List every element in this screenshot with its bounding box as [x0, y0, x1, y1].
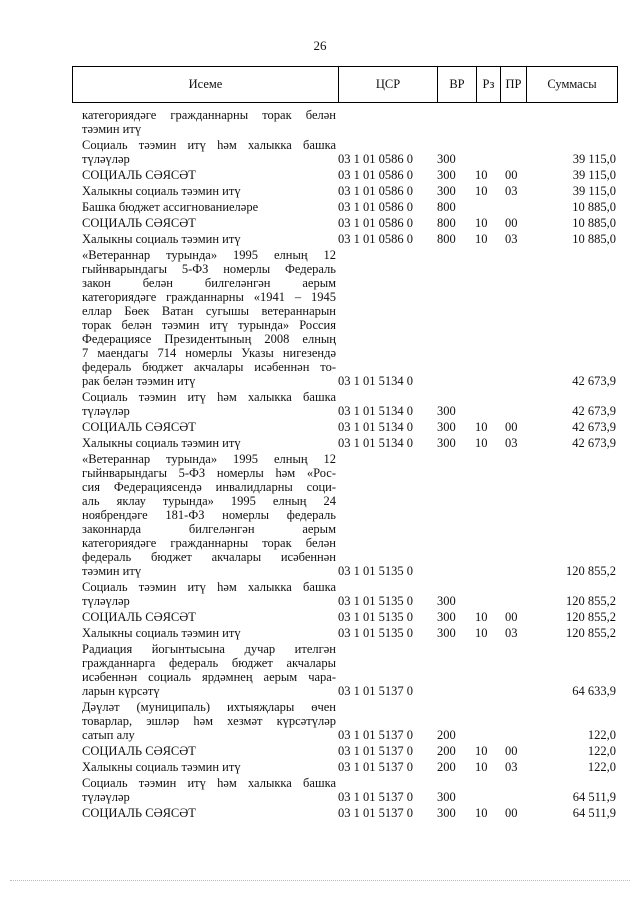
row-sum: 42 673,9: [572, 374, 616, 388]
row-csr: 03 1 01 5137 0: [338, 744, 413, 758]
row-csr: 03 1 01 0586 0: [338, 152, 413, 166]
table-row: [0, 452, 640, 580]
row-vr: 800: [437, 232, 456, 246]
row-name-line: СОЦИАЛЬ СӘЯСӘТ: [82, 420, 196, 434]
table-body: [0, 108, 640, 822]
row-rz: 10: [475, 806, 488, 820]
row-pr: 00: [505, 744, 518, 758]
row-pr: 03: [505, 232, 518, 246]
row-name-line: түләүләр: [82, 404, 130, 418]
row-name-line: Социаль тәэмин итү һәм халыкка башка: [82, 776, 336, 790]
row-pr: 00: [505, 216, 518, 230]
row-name-line: Дәүләт (муниципаль) ихтыяҗлары өчен: [82, 700, 336, 714]
row-csr: 03 1 01 0586 0: [338, 216, 413, 230]
row-rz: 10: [475, 760, 488, 774]
row-csr: 03 1 01 5137 0: [338, 728, 413, 742]
row-name-line: закон белән билгеләнгән аерым: [82, 276, 336, 290]
row-csr: 03 1 01 5137 0: [338, 806, 413, 820]
table-row: [0, 232, 640, 248]
table-row: [0, 436, 640, 452]
header-pr: ПР: [500, 67, 526, 102]
row-sum: 39 115,0: [572, 168, 616, 182]
row-name-line: тәэмин итү: [82, 564, 142, 578]
row-sum: 10 885,0: [572, 216, 616, 230]
row-name-line: Халыкны социаль тәэмин итү: [82, 232, 241, 246]
row-name-line: «Ветераннар турында» 1995 елның 12: [82, 452, 336, 466]
table-header: [72, 66, 618, 103]
row-sum: 120 855,2: [566, 626, 616, 640]
table-row: [0, 744, 640, 760]
row-vr: 300: [437, 610, 456, 624]
row-vr: 300: [437, 420, 456, 434]
row-sum: 10 885,0: [572, 200, 616, 214]
row-pr: 00: [505, 168, 518, 182]
row-name-line: федераль бюджет акчалары исәбеннән: [82, 550, 336, 564]
row-sum: 122,0: [587, 728, 616, 742]
row-sum: 122,0: [587, 744, 616, 758]
row-csr: 03 1 01 0586 0: [338, 232, 413, 246]
row-vr: 300: [437, 184, 456, 198]
row-csr: 03 1 01 5135 0: [338, 626, 413, 640]
row-csr: 03 1 01 0586 0: [338, 168, 413, 182]
row-name-line: Халыкны социаль тәэмин итү: [82, 184, 241, 198]
row-name-line: категориядәге гражданнарны торак белән: [82, 536, 336, 550]
row-name-line: СОЦИАЛЬ СӘЯСӘТ: [82, 806, 196, 820]
row-sum: 120 855,2: [566, 610, 616, 624]
row-name-line: категориядәге гражданнарны «1941 – 1945: [82, 290, 336, 304]
table-row: [0, 776, 640, 806]
row-sum: 39 115,0: [572, 184, 616, 198]
table-row: [0, 642, 640, 700]
table-row: [0, 168, 640, 184]
row-sum: 122,0: [587, 760, 616, 774]
table-row: [0, 138, 640, 168]
row-name-line: СОЦИАЛЬ СӘЯСӘТ: [82, 216, 196, 230]
row-name-line: ноябрендәге 181-ФЗ номерлы федераль: [82, 508, 336, 522]
row-name-line: Радиация йогынтысына дучар ителгән: [82, 642, 336, 656]
bottom-dotted-divider: [10, 880, 630, 881]
row-csr: 03 1 01 5135 0: [338, 594, 413, 608]
row-name-line: «Ветераннар турында» 1995 елның 12: [82, 248, 336, 262]
row-csr: 03 1 01 5137 0: [338, 684, 413, 698]
header-sum: Суммасы: [526, 67, 617, 102]
row-name-line: Халыкны социаль тәэмин итү: [82, 760, 241, 774]
row-csr: 03 1 01 5134 0: [338, 420, 413, 434]
row-vr: 200: [437, 744, 456, 758]
row-pr: 03: [505, 436, 518, 450]
row-pr: 00: [505, 806, 518, 820]
row-name-line: федераль бюджет акчалары исәбеннән то-: [82, 360, 336, 374]
header-name: Исеме: [188, 77, 223, 91]
row-name-line: сатып алу: [82, 728, 135, 742]
table-row: [0, 390, 640, 420]
row-name-line: СОЦИАЛЬ СӘЯСӘТ: [82, 610, 196, 624]
table-row: [0, 760, 640, 776]
row-sum: 64 511,9: [572, 790, 616, 804]
row-csr: 03 1 01 0586 0: [338, 184, 413, 198]
row-name-line: законнарда билгеләнгән аерым: [82, 522, 336, 536]
table-row: [0, 700, 640, 744]
row-name-line: Халыкны социаль тәэмин итү: [82, 436, 241, 450]
row-name-line: аль яклау турында» 1995 елның 24: [82, 494, 336, 508]
row-rz: 10: [475, 744, 488, 758]
row-name-line: СОЦИАЛЬ СӘЯСӘТ: [82, 744, 196, 758]
row-name-line: Халыкны социаль тәэмин итү: [82, 626, 241, 640]
row-name-line: Федерациясе Президентының 2008 елның: [82, 332, 336, 346]
row-csr: 03 1 01 5137 0: [338, 760, 413, 774]
row-name-line: Социаль тәэмин итү һәм халыкка башка: [82, 390, 336, 404]
table-row: [0, 248, 640, 390]
row-name-line: гыйнварындагы 5-ФЗ номерлы һәм «Рос-: [82, 466, 336, 480]
row-name-line: рак белән тәэмин итү: [82, 374, 196, 388]
row-vr: 300: [437, 626, 456, 640]
row-sum: 42 673,9: [572, 404, 616, 418]
row-csr: 03 1 01 5134 0: [338, 436, 413, 450]
row-rz: 10: [475, 420, 488, 434]
row-sum: 64 511,9: [572, 806, 616, 820]
row-pr: 00: [505, 610, 518, 624]
header-csr: ЦСР: [338, 67, 437, 102]
row-rz: 10: [475, 168, 488, 182]
row-name-line: Социаль тәэмин итү һәм халыкка башка: [82, 580, 336, 594]
table-row: [0, 420, 640, 436]
row-sum: 120 855,2: [566, 564, 616, 578]
row-vr: 300: [437, 790, 456, 804]
row-name-line: гражданнарга федераль бюджет акчалары: [82, 656, 336, 670]
row-pr: 03: [505, 626, 518, 640]
table-row: [0, 806, 640, 822]
row-vr: 800: [437, 216, 456, 230]
table-row: [0, 108, 640, 138]
row-name-line: сия Федерациясендә инвалидларны соци-: [82, 480, 336, 494]
header-vr: ВР: [437, 67, 476, 102]
row-name-line: Социаль тәэмин итү һәм халыкка башка: [82, 138, 336, 152]
row-name-line: торак белән тәэмин итү турында» Россия: [82, 318, 336, 332]
row-rz: 10: [475, 626, 488, 640]
table-row: [0, 610, 640, 626]
row-vr: 300: [437, 806, 456, 820]
row-sum: 39 115,0: [572, 152, 616, 166]
row-rz: 10: [475, 232, 488, 246]
table-row: [0, 200, 640, 216]
row-sum: 120 855,2: [566, 594, 616, 608]
row-vr: 300: [437, 436, 456, 450]
row-csr: 03 1 01 5137 0: [338, 790, 413, 804]
row-name-line: түләүләр: [82, 594, 130, 608]
page-number: 26: [313, 38, 327, 53]
row-rz: 10: [475, 216, 488, 230]
row-name-line: ларын күрсәтү: [82, 684, 160, 698]
row-vr: 300: [437, 168, 456, 182]
row-rz: 10: [475, 184, 488, 198]
row-rz: 10: [475, 610, 488, 624]
row-vr: 800: [437, 200, 456, 214]
row-rz: 10: [475, 436, 488, 450]
row-vr: 200: [437, 760, 456, 774]
row-sum: 42 673,9: [572, 436, 616, 450]
row-name-line: гыйнварындагы 5-ФЗ номерлы Федераль: [82, 262, 336, 276]
row-name-line: тәэмин итү: [82, 122, 142, 136]
row-pr: 00: [505, 420, 518, 434]
row-csr: 03 1 01 5135 0: [338, 564, 413, 578]
row-sum: 10 885,0: [572, 232, 616, 246]
header-rz: Рз: [476, 67, 500, 102]
row-csr: 03 1 01 5134 0: [338, 374, 413, 388]
row-name-line: Башка бюджет ассигнованиеләре: [82, 200, 259, 214]
row-name-line: СОЦИАЛЬ СӘЯСӘТ: [82, 168, 196, 182]
row-name-line: исәбеннән социаль ярдәмнең аерым чара-: [82, 670, 336, 684]
row-sum: 64 633,9: [572, 684, 616, 698]
row-csr: 03 1 01 5134 0: [338, 404, 413, 418]
row-vr: 300: [437, 594, 456, 608]
row-vr: 300: [437, 404, 456, 418]
row-name-line: категориядәге гражданнарны торак белән: [82, 108, 336, 122]
row-vr: 300: [437, 152, 456, 166]
row-name-line: еллар Бөек Ватан сугышы ветераннарын: [82, 304, 336, 318]
row-sum: 42 673,9: [572, 420, 616, 434]
table-row: [0, 580, 640, 610]
row-name-line: 7 маендагы 714 номерлы Указы нигезендә: [82, 346, 336, 360]
row-name-line: түләүләр: [82, 790, 130, 804]
row-pr: 03: [505, 184, 518, 198]
row-csr: 03 1 01 0586 0: [338, 200, 413, 214]
row-csr: 03 1 01 5135 0: [338, 610, 413, 624]
table-row: [0, 216, 640, 232]
table-row: [0, 626, 640, 642]
row-name-line: товарлар, эшләр һәм хезмәт күрсәтүләр: [82, 714, 336, 728]
row-name-line: түләүләр: [82, 152, 130, 166]
table-row: [0, 184, 640, 200]
row-pr: 03: [505, 760, 518, 774]
row-vr: 200: [437, 728, 456, 742]
